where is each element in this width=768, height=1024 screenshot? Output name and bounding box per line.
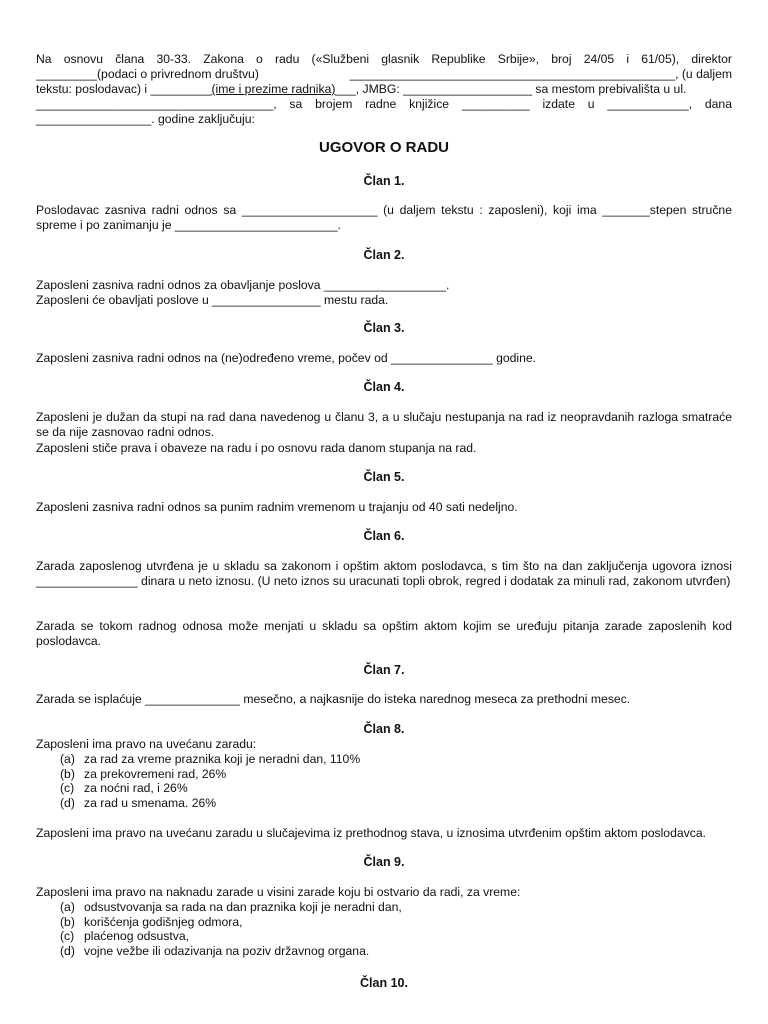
article-9-heading: Član 9. [363,855,405,869]
list-label: (a) [60,900,75,914]
article-4-heading: Član 4. [363,380,405,394]
article-5-heading: Član 5. [363,470,405,484]
article-6-para-2: Zarada se tokom radnog odnosa može menjati u skladu sa opštim aktom kojim se uređuju pitanja zarade zaposlenih kod poslodavca. [36,619,732,648]
article-6-para-1: Zarada zaposlenog utvrđena je u skladu sa zakonom i opštim aktom poslodavca, s tim što na dan zaključenja ugovora iznosi _______________ dinara u neto iznosu. (U neto iznos su uracunati topli obrok, regred i dodatak za minuli rad, zakonom utvrđen) [36,559,732,588]
article-8-intro: Zaposleni ima pravo na uvećanu zaradu: [36,737,257,751]
article-10-heading: Član 10. [360,976,408,990]
list-text: plaćenog odsustva, [84,929,190,944]
article-6-heading: Član 6. [363,529,405,543]
article-9-item-b [60,915,402,930]
list-text: odsustvovanja sa rada na dan praznika koji je neradni dan, [84,900,402,914]
article-9-intro: Zaposleni ima pravo na naknadu zarade u visini zarade koju bi ostvario da radi, za vreme: [36,885,521,899]
article-8-item-a [60,752,360,767]
intro-line-5: _________________. godine zaključuju: [36,112,255,126]
article-9-item-d [60,944,402,959]
list-text: za rad za vreme praznika koji je neradni dan, 110% [84,752,361,766]
list-label: (c) [60,781,75,796]
list-text: za prekovremeni rad, 26% [84,766,227,781]
intro-line-2 [36,67,732,82]
intro-line-3-worker-name: (ime i prezime radnika) [211,82,336,96]
article-9-item-c [60,929,402,944]
article-2-line-1: Zaposleni zasniva radni odnos za obavljanje poslova __________________. [36,278,450,292]
list-label: (b) [60,914,75,929]
article-1-heading: Član 1. [363,174,405,188]
article-7-text: Zarada se isplaćuje ______________ mesečno, a najkasnije do isteka narednog meseca za prethodni mesec. [36,692,631,706]
intro-line-2-rest: ________________________________________________, (u daljem [349,67,732,81]
list-label: (c) [60,929,75,944]
article-4-para-2: Zaposleni stiče prava i obaveze na radu i po osnovu rada danom stupanja na rad. [36,441,477,455]
article-8-list [60,752,360,810]
list-label: (a) [60,752,75,766]
list-text: za noćni rad, i 26% [84,781,188,796]
list-label: (d) [60,795,75,810]
article-9-item-a [60,900,402,915]
article-8-item-b [60,767,360,782]
article-8-item-c [60,781,360,796]
article-8-para-2: Zaposleni ima pravo na uvećanu zaradu u slučajevima iz prethodnog stava, u iznosima utvrđenim opštim aktom poslodavca. [36,826,706,840]
list-label: (d) [60,943,75,958]
article-8-heading: Član 8. [363,722,405,736]
list-text: za rad u smenama. 26% [84,795,217,810]
article-7-heading: Član 7. [363,663,405,677]
article-8-item-d [60,796,360,811]
article-3-heading: Član 3. [363,321,405,335]
intro-line-2-company: _________(podaci o privrednom društvu) [36,67,259,81]
intro-line-3 [36,82,732,97]
article-3-text: Zaposleni zasniva radni odnos na (ne)određeno vreme, počev od _______________ godine. [36,351,537,365]
article-9-list [60,900,402,958]
intro-line-3-jmbg: ___, JMBG: ___________________ sa mestom prebivališta u ul. [335,82,687,96]
list-text: vojne vežbe ili odazivanja na poziv državnog organa. [84,943,370,958]
list-text: korišćenja godišnjeg odmora, [84,914,243,929]
contract-title: UGOVOR O RADU [318,139,449,156]
list-label: (b) [60,766,75,781]
article-4-para-1: Zaposleni je dužan da stupi na rad dana navedenog u članu 3, a u slučaju nestupanja na rad iz neopravdanih razloga smatraće se da nije zasnovao radni odnos. [36,410,732,439]
intro-line-4: ___________________________________, sa brojem radne knjižice __________ izdate u ____________, dana [36,97,732,111]
intro-line-1: Na osnovu člana 30-33. Zakona o radu («Službeni glasnik Republike Srbije», broj 24/05 i 61/05), direktor [36,52,732,66]
article-2-line-2: Zaposleni će obavljati poslove u ________________ mestu rada. [36,293,389,307]
article-5-text: Zaposleni zasniva radni odnos sa punim radnim vremenom u trajanju od 40 sati nedeljno. [36,500,518,514]
intro-line-3-start: tekstu: poslodavac) i _________ [36,82,212,96]
article-1-text: Poslodavac zasniva radni odnos sa ____________________ (u daljem tekstu : zaposleni), koji ima _______stepen stručne spreme i po zanimanju je ________________________. [36,203,732,232]
article-2-heading: Član 2. [363,248,405,262]
